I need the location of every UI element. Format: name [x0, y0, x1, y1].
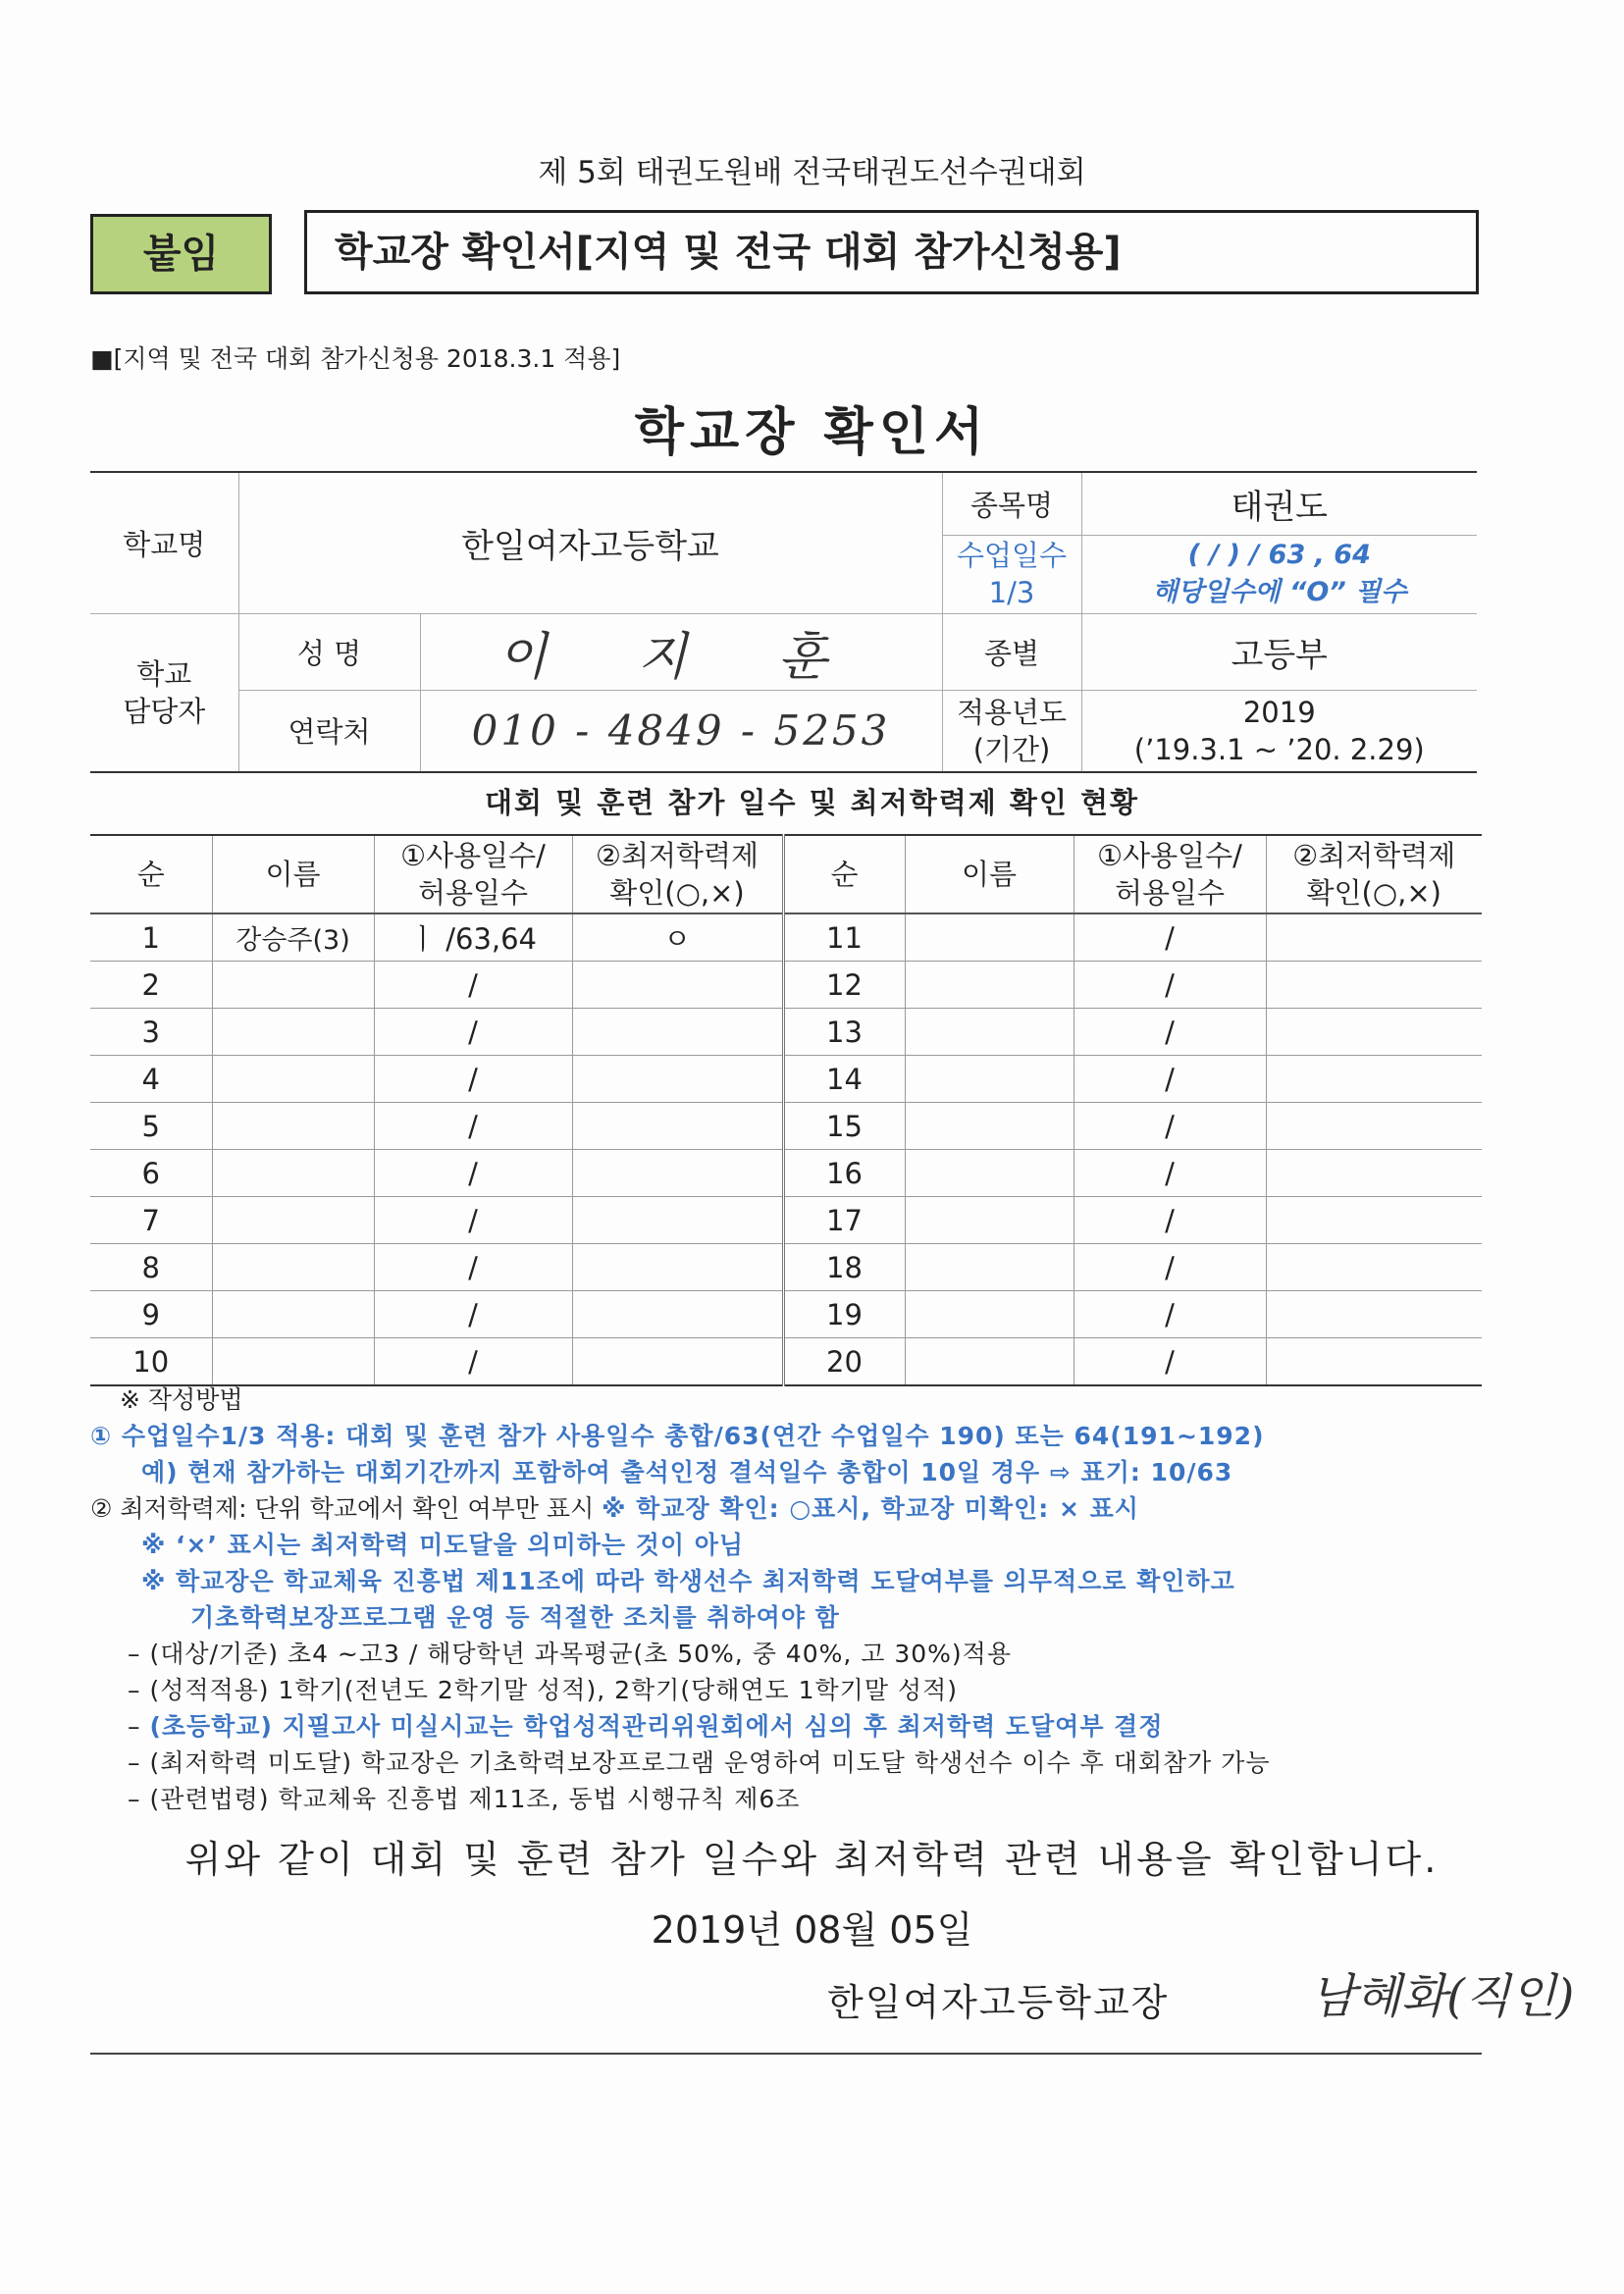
staff-label-2: 담당자 — [123, 694, 206, 728]
row-days-right: / — [1074, 1103, 1266, 1150]
row-no-left: 10 — [90, 1338, 212, 1386]
detail-not-reached: – (최저학력 미도달) 학교장은 기초학력보장프로그램 운영하여 미도달 학생선수 이수 후 대회참가 가능 — [128, 1748, 1271, 1777]
row-days-right: / — [1074, 1244, 1266, 1291]
row-check-right — [1266, 1009, 1482, 1056]
period-year: 2019 — [1242, 695, 1316, 729]
participation-roster — [90, 834, 1482, 1386]
row-check-right — [1266, 1150, 1482, 1197]
row-name-right — [905, 1197, 1074, 1244]
row-days-right: / — [1074, 1197, 1266, 1244]
row-days-left: / — [374, 1150, 572, 1197]
class-days-instruction: 해당일수에 “O” 필수 — [1152, 577, 1407, 607]
row-check-right — [1266, 962, 1482, 1009]
school-name: 한일여자고등학교 — [238, 472, 942, 613]
row-check-left — [572, 1103, 783, 1150]
header-name-right: 이름 — [905, 835, 1074, 913]
staff-name-handwritten: 이 지 훈 — [420, 613, 942, 690]
event-value: 태권도 — [1081, 472, 1477, 535]
header-no-right: 순 — [783, 835, 905, 913]
row-name-left — [212, 1150, 374, 1197]
header-no-left: 순 — [90, 835, 212, 913]
header-days-2: 허용일수 — [417, 876, 529, 910]
row-days-right: / — [1074, 1056, 1266, 1103]
row-days-right: / — [1074, 962, 1266, 1009]
row-name-right — [905, 1338, 1074, 1386]
class-days-value — [1081, 535, 1477, 613]
table-row — [90, 1009, 1482, 1056]
instruction-1b: 예) 현재 참가하는 대회기간까지 포함하여 출석인정 결석일수 총합이 10일 경우 ⇨ 표기: 10/63 — [141, 1458, 1233, 1486]
row-name-right — [905, 1103, 1074, 1150]
name-label: 성 명 — [238, 613, 420, 690]
row-name-right — [905, 913, 1074, 962]
row-days-right: / — [1074, 1291, 1266, 1338]
row-no-right: 19 — [783, 1291, 905, 1338]
header-check-1: ②최저학력제 — [595, 839, 760, 872]
row-name-left — [212, 1291, 374, 1338]
row-check-right — [1266, 1197, 1482, 1244]
row-check-right — [1266, 1244, 1482, 1291]
row-no-right: 12 — [783, 962, 905, 1009]
row-no-right: 18 — [783, 1244, 905, 1291]
detail-law: – (관련법령) 학교체육 진흥법 제11조, 동법 시행규칙 제6조 — [128, 1785, 801, 1813]
row-check-left — [572, 1197, 783, 1244]
instruction-2b: ※ 학교장 확인: ○표시, 학교장 미확인: × 표시 — [602, 1494, 1139, 1523]
row-days-left: / — [374, 1338, 572, 1386]
table-row — [90, 1197, 1482, 1244]
dash: – — [128, 1712, 150, 1741]
attachment-tag: 붙임 — [90, 214, 272, 294]
row-no-right: 11 — [783, 913, 905, 962]
row-no-left: 1 — [90, 913, 212, 962]
bottom-divider — [90, 2053, 1482, 2055]
row-check-left — [572, 1338, 783, 1386]
row-name-right — [905, 1150, 1074, 1197]
detail-criteria: – (대상/기준) 초4 ~고3 / 해당학년 과목평균(초 50%, 중 40%, 고 30%)적용 — [128, 1640, 1012, 1668]
row-days-left: / — [374, 962, 572, 1009]
row-days-right: / — [1074, 1338, 1266, 1386]
row-days-right: / — [1074, 1150, 1266, 1197]
row-no-right: 16 — [783, 1150, 905, 1197]
event-title: 제 5회 태권도원배 전국태권도선수권대회 — [538, 155, 1086, 190]
note-x-meaning: ※ ‘×’ 표시는 최저학력 미도달을 의미하는 것이 아님 — [141, 1531, 745, 1559]
table-row — [90, 1150, 1482, 1197]
row-check-left — [572, 1009, 783, 1056]
row-name-right — [905, 1291, 1074, 1338]
header-check-2: 확인(○,×) — [609, 876, 745, 910]
row-days-left: / — [374, 1291, 572, 1338]
row-no-left: 3 — [90, 1009, 212, 1056]
row-no-left: 8 — [90, 1244, 212, 1291]
period-label — [942, 690, 1081, 772]
row-days-left: ㅣ /63,64 — [374, 913, 572, 962]
principal-title: 한일여자고등학교장 — [827, 1981, 1170, 2024]
period-range: (’19.3.1 ~ ’20. 2.29) — [1133, 732, 1425, 766]
row-name-right — [905, 962, 1074, 1009]
row-name-left — [212, 1197, 374, 1244]
class-days-label — [942, 535, 1081, 613]
row-no-left: 9 — [90, 1291, 212, 1338]
row-days-right: / — [1074, 1009, 1266, 1056]
row-days-left: / — [374, 1103, 572, 1150]
header-days-1: ①사용일수/ — [1097, 839, 1242, 872]
header-days-1: ①사용일수/ — [400, 839, 546, 872]
row-no-right: 20 — [783, 1338, 905, 1386]
header-days-left — [374, 835, 572, 913]
class-days-ratio: ( / ) / 63 , 64 — [1187, 540, 1371, 570]
detail-elementary — [90, 1708, 1503, 1745]
row-no-left: 2 — [90, 962, 212, 1009]
row-no-right: 17 — [783, 1197, 905, 1244]
confirmation-statement: 위와 같이 대회 및 훈련 참가 일수와 최저학력 관련 내용을 확인합니다. — [184, 1838, 1440, 1881]
applicability-note: ■[지역 및 전국 대회 참가신청용 2018.3.1 적용] — [90, 344, 621, 373]
class-days-label-1: 수업일수 — [956, 539, 1068, 572]
row-name-left: 강승주(3) — [212, 913, 374, 962]
header-days-right — [1074, 835, 1266, 913]
division-label: 종별 — [942, 613, 1081, 690]
row-check-left — [572, 1150, 783, 1197]
period-value — [1081, 690, 1477, 772]
row-name-right — [905, 1056, 1074, 1103]
table-row — [90, 1338, 1482, 1386]
staff-label — [90, 613, 238, 772]
period-label-1: 적용년도 — [956, 695, 1068, 729]
instructions — [90, 1382, 1503, 1817]
school-label: 학교명 — [90, 472, 238, 613]
row-days-left: / — [374, 1056, 572, 1103]
class-days-label-2: 1/3 — [988, 576, 1035, 609]
contact-label: 연락처 — [238, 690, 420, 772]
header-check-1: ②최저학력제 — [1292, 839, 1456, 872]
row-name-left — [212, 1103, 374, 1150]
table-row — [90, 1103, 1482, 1150]
row-no-right: 14 — [783, 1056, 905, 1103]
principal-signature: 남혜화(직인) — [1310, 1969, 1575, 2024]
row-check-right — [1266, 913, 1482, 962]
row-name-right — [905, 1244, 1074, 1291]
row-no-right: 13 — [783, 1009, 905, 1056]
detail-grades: – (성적적용) 1학기(전년도 2학기말 성적), 2학기(당해연도 1학기말 성적) — [128, 1676, 958, 1704]
school-info-table — [90, 471, 1477, 773]
header-check-right — [1266, 835, 1482, 913]
row-name-left — [212, 1009, 374, 1056]
table-row — [90, 913, 1482, 962]
row-no-left: 7 — [90, 1197, 212, 1244]
staff-label-1: 학교 — [136, 656, 192, 691]
row-name-right — [905, 1009, 1074, 1056]
header-check-left — [572, 835, 783, 913]
row-no-left: 6 — [90, 1150, 212, 1197]
row-no-right: 15 — [783, 1103, 905, 1150]
row-check-left — [572, 1291, 783, 1338]
header-name-left: 이름 — [212, 835, 374, 913]
table-row — [90, 962, 1482, 1009]
row-no-left: 4 — [90, 1056, 212, 1103]
instructions-title: ※ 작성방법 — [120, 1385, 243, 1414]
page-title: 학교장 확인서 — [634, 403, 990, 462]
row-check-left: ㅇ — [572, 913, 783, 962]
row-check-left — [572, 1056, 783, 1103]
row-check-left — [572, 1244, 783, 1291]
contact-handwritten: 010 - 4849 - 5253 — [420, 690, 942, 772]
document-title: 학교장 확인서[지역 및 전국 대회 참가신청용] — [304, 210, 1479, 294]
issue-date: 2019년 08월 05일 — [651, 1908, 973, 1952]
row-name-left — [212, 1244, 374, 1291]
table-row — [90, 1244, 1482, 1291]
row-name-left — [212, 1056, 374, 1103]
event-label: 종목명 — [942, 472, 1081, 535]
row-name-left — [212, 962, 374, 1009]
header-days-2: 허용일수 — [1114, 876, 1226, 910]
row-check-left — [572, 962, 783, 1009]
row-no-left: 5 — [90, 1103, 212, 1150]
instruction-2 — [90, 1490, 1503, 1527]
row-days-right: / — [1074, 913, 1266, 962]
instruction-1a: ① 수업일수1/3 적용: 대회 및 훈련 참가 사용일수 총합/63(연간 수업일수 190) 또는 64(191~192) — [90, 1422, 1265, 1450]
row-check-right — [1266, 1103, 1482, 1150]
note-principal-duty-a: ※ 학교장은 학교체육 진흥법 제11조에 따라 학생선수 최저학력 도달여부를 의무적으로 확인하고 — [141, 1567, 1235, 1595]
division-value: 고등부 — [1081, 613, 1477, 690]
table-row — [90, 1291, 1482, 1338]
note-principal-duty-b: 기초학력보장프로그램 운영 등 적절한 조치를 취하여야 함 — [190, 1603, 840, 1632]
row-name-left — [212, 1338, 374, 1386]
section-title: 대회 및 훈련 참가 일수 및 최저학력제 확인 현황 — [484, 786, 1140, 819]
period-label-2: (기간) — [972, 732, 1051, 766]
header-check-2: 확인(○,×) — [1306, 876, 1441, 910]
row-days-left: / — [374, 1009, 572, 1056]
row-days-left: / — [374, 1197, 572, 1244]
table-row — [90, 1056, 1482, 1103]
row-check-right — [1266, 1056, 1482, 1103]
row-check-right — [1266, 1291, 1482, 1338]
row-days-left: / — [374, 1244, 572, 1291]
detail-elementary-text: (초등학교) 지필고사 미실시교는 학업성적관리위원회에서 심의 후 최저학력 도달여부 결정 — [149, 1712, 1164, 1741]
row-check-right — [1266, 1338, 1482, 1386]
instruction-2a: ② 최저학력제: 단위 학교에서 확인 여부만 표시 — [90, 1494, 595, 1523]
